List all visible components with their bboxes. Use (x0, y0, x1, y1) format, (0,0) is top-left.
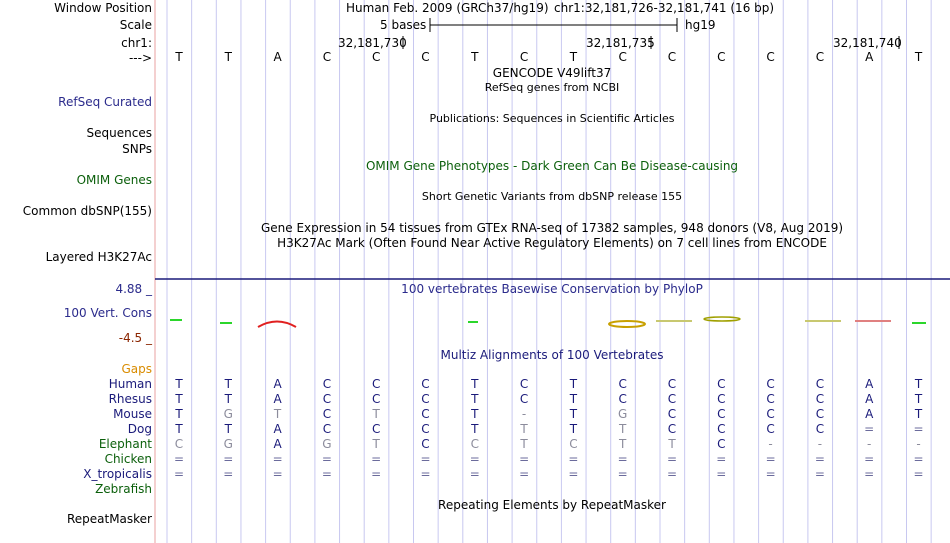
alignment-base: G (618, 407, 628, 421)
dbsnp-track-label[interactable]: Common dbSNP(155) (22, 204, 152, 218)
alignment-base: T (668, 437, 676, 451)
h3k27ac-track-label[interactable]: Layered H3K27Ac (45, 250, 152, 264)
alignment-base: C (667, 422, 677, 436)
alignment-base: T (520, 437, 528, 451)
alignment-base: C (421, 392, 430, 406)
sequence-base: A (273, 50, 282, 64)
alignment-base: T (224, 422, 232, 436)
sequence-base: C (322, 50, 332, 64)
alignment-base: C (519, 377, 529, 391)
alignment-base: T (619, 422, 627, 436)
alignment-base: T (520, 422, 528, 436)
alignment-base: T (471, 392, 479, 406)
scale-label: Scale (119, 18, 152, 32)
alignment-base: = (864, 452, 875, 466)
alignment-base: T (175, 407, 183, 421)
alignment-base: G (223, 437, 233, 451)
species-label[interactable]: Zebrafish (95, 482, 152, 496)
alignment-base: = (173, 467, 185, 481)
alignment-base: = (371, 467, 382, 481)
window-position-label: Window Position (54, 1, 152, 15)
alignment-base: T (914, 392, 923, 406)
alignment-base: G (223, 407, 233, 421)
alignment-base: = (716, 467, 727, 481)
alignment-base: C (322, 392, 332, 406)
ruler-tick-label: 32,181,740 (833, 36, 902, 50)
alignment-base: = (617, 452, 628, 466)
alignment-base: = (420, 467, 431, 481)
alignment-base: = (617, 467, 628, 481)
phylop-bar (855, 320, 891, 322)
multiz-track-title: Multiz Alignments of 100 Vertebrates (440, 348, 664, 362)
alignment-base: T (471, 407, 479, 421)
alignment-base: C (174, 437, 184, 451)
sequence-base: T (914, 50, 923, 64)
alignment-base: C (766, 392, 775, 406)
alignment-base: C (371, 392, 381, 406)
sequence-base: T (471, 50, 479, 64)
alignment-base: C (667, 392, 677, 406)
alignment-base: = (814, 452, 825, 466)
alignment-base: = (765, 467, 776, 481)
alignment-base: T (175, 392, 183, 406)
alignment-base: T (914, 407, 923, 421)
sequence-base: T (224, 50, 232, 64)
alignment-base: = (568, 467, 579, 481)
alignment-base: C (717, 407, 726, 421)
alignment-base: C (815, 407, 825, 421)
alignment-base: T (569, 392, 578, 406)
alignment-base: = (519, 452, 530, 466)
alignment-base: - (521, 407, 527, 421)
alignment-base: C (815, 422, 825, 436)
alignment-base: C (766, 407, 775, 421)
species-label[interactable]: Elephant (98, 437, 152, 451)
alignment-base: = (469, 467, 480, 481)
gtex-track-title: Gene Expression in 54 tissues from GTEx RNA-seq of 17382 samples, 948 donors (V8, Aug 2019) (260, 221, 844, 235)
alignment-base: T (372, 437, 380, 451)
alignment-base: T (224, 377, 232, 391)
alignment-base: = (469, 452, 480, 466)
alignment-base: A (273, 437, 282, 451)
alignment-base: = (371, 452, 382, 466)
alignment-base: = (223, 467, 234, 481)
ruler-tick-label: 32,181,735 (586, 36, 655, 50)
sequence-base: C (421, 50, 430, 64)
alignment-base: = (519, 467, 530, 481)
alignment-base: A (865, 392, 874, 406)
sequence-base: A (865, 50, 874, 64)
species-label[interactable]: Chicken (104, 452, 152, 466)
alignment-base: A (273, 422, 282, 436)
phylop-track-label[interactable]: 100 Vert. Cons (63, 306, 152, 320)
alignment-base: T (372, 407, 380, 421)
omim-track-title: OMIM Gene Phenotypes - Dark Green Can Be Disease-causing (365, 159, 739, 173)
alignment-base: C (815, 377, 825, 391)
alignment-base: = (321, 467, 332, 481)
alignment-base: T (569, 407, 578, 421)
gaps-track-label[interactable]: Gaps (121, 362, 152, 376)
alignment-base: T (471, 422, 479, 436)
alignment-base: A (273, 392, 282, 406)
alignment-base: C (717, 422, 726, 436)
alignment-base: T (273, 407, 282, 421)
alignment-base: T (619, 437, 627, 451)
phylop-bar (656, 320, 692, 322)
alignment-base: = (272, 452, 283, 466)
alignment-base: T (175, 422, 183, 436)
species-label[interactable]: Human (108, 377, 152, 391)
sequence-base: T (175, 50, 183, 64)
alignment-base: = (223, 452, 234, 466)
alignment-base: = (913, 452, 924, 466)
alignment-base: C (766, 422, 775, 436)
alignment-base: C (717, 437, 726, 451)
alignment-base: A (865, 407, 874, 421)
phylop-track-title: 100 vertebrates Basewise Conservation by PhyloP (401, 282, 703, 296)
alignment-base: C (667, 407, 677, 421)
alignment-base: C (815, 392, 825, 406)
alignment-base: = (272, 467, 283, 481)
repeatmasker-track-title: Repeating Elements by RepeatMasker (438, 498, 666, 512)
species-label[interactable]: Dog (127, 422, 152, 436)
alignment-base: C (322, 422, 332, 436)
alignment-base: C (470, 437, 479, 451)
alignment-base: = (321, 452, 332, 466)
alignment-base: C (519, 392, 529, 406)
alignment-base: C (322, 407, 332, 421)
h3k27ac-track-title: H3K27Ac Mark (Often Found Near Active Regulatory Elements) on 7 cell lines from ENCODE (277, 236, 827, 250)
chrom-label: chr1: (121, 36, 152, 50)
sequence-base: C (618, 50, 627, 64)
alignment-base: C (667, 377, 677, 391)
alignment-base: - (817, 437, 823, 451)
assembly-title: Human Feb. 2009 (GRCh37/hg19) (346, 1, 549, 15)
alignment-base: C (618, 392, 627, 406)
sequence-base: T (569, 50, 578, 64)
scale-db: hg19 (685, 18, 716, 32)
alignment-base: - (867, 437, 872, 451)
phylop-bar (468, 321, 478, 323)
sequence-base: C (766, 50, 775, 64)
alignment-base: C (717, 377, 726, 391)
alignment-base: T (914, 377, 923, 391)
alignment-base: = (420, 452, 431, 466)
alignment-base: C (421, 377, 430, 391)
alignment-base: C (421, 437, 430, 451)
alignment-base: C (717, 392, 726, 406)
alignment-base: G (322, 437, 332, 451)
alignment-base: C (322, 377, 332, 391)
alignment-base: = (765, 452, 776, 466)
alignment-base: C (618, 377, 627, 391)
alignment-base: = (864, 422, 875, 436)
snps-track-label[interactable]: SNPs (122, 142, 152, 156)
alignment-base: T (224, 392, 232, 406)
alignment-base: T (471, 377, 479, 391)
phylop-bar (220, 322, 232, 324)
alignment-base: - (916, 437, 921, 451)
sequence-base: C (717, 50, 726, 64)
sequence-base: C (667, 50, 677, 64)
alignment-base: = (913, 422, 924, 436)
alignment-base: C (371, 377, 381, 391)
dbsnp-track-title: Short Genetic Variants from dbSNP release 155 (421, 190, 683, 203)
omim-genes-track-label[interactable]: OMIM Genes (76, 173, 152, 187)
alignment-base: C (421, 422, 430, 436)
gencode-track-title: GENCODE V49lift37 (492, 66, 612, 80)
scale-bases: 5 bases (380, 18, 427, 32)
refseq-track-subtitle: RefSeq genes from NCBI (484, 81, 620, 94)
ruler-tick-label: 32,181,730 (338, 36, 407, 50)
alignment-base: T (569, 422, 578, 436)
alignment-base: = (666, 452, 678, 466)
repeatmasker-track-label[interactable]: RepeatMasker (66, 512, 152, 526)
sequence-base: C (519, 50, 529, 64)
publications-track-title: Publications: Sequences in Scientific Articles (429, 112, 675, 125)
sequence-base: C (815, 50, 825, 64)
refseq-curated-track-label[interactable]: RefSeq Curated (58, 95, 152, 109)
phylop-bar (805, 320, 841, 322)
phylop-max-value: 4.88 _ (115, 282, 152, 296)
species-label[interactable]: X_tropicalis (83, 467, 152, 481)
alignment-base: C (766, 377, 775, 391)
phylop-bar (170, 319, 182, 321)
alignment-base: = (864, 467, 875, 481)
phylop-min-value: -4.5 _ (118, 331, 152, 345)
alignment-base: C (421, 407, 430, 421)
position-readout: chr1:32,181,726-32,181,741 (16 bp) (554, 1, 775, 15)
species-label[interactable]: Mouse (113, 407, 152, 421)
alignment-base: A (273, 377, 282, 391)
alignment-base: C (569, 437, 578, 451)
alignment-base: = (814, 467, 825, 481)
alignment-base: = (568, 452, 579, 466)
alignment-base: = (716, 452, 727, 466)
alignment-base: A (865, 377, 874, 391)
phylop-bar (912, 322, 926, 324)
alignment-base: = (913, 467, 924, 481)
alignment-base: T (175, 377, 183, 391)
alignment-base: C (371, 422, 381, 436)
species-label[interactable]: Rhesus (108, 392, 152, 406)
sequences-track-label[interactable]: Sequences (86, 126, 152, 140)
phylop-cluster (609, 321, 645, 327)
alignment-base: T (569, 377, 578, 391)
sequence-base: C (371, 50, 381, 64)
alignment-base: = (173, 452, 185, 466)
alignment-base: - (768, 437, 773, 451)
alignment-base: = (666, 467, 678, 481)
strand-arrow-label: ---> (128, 51, 152, 65)
